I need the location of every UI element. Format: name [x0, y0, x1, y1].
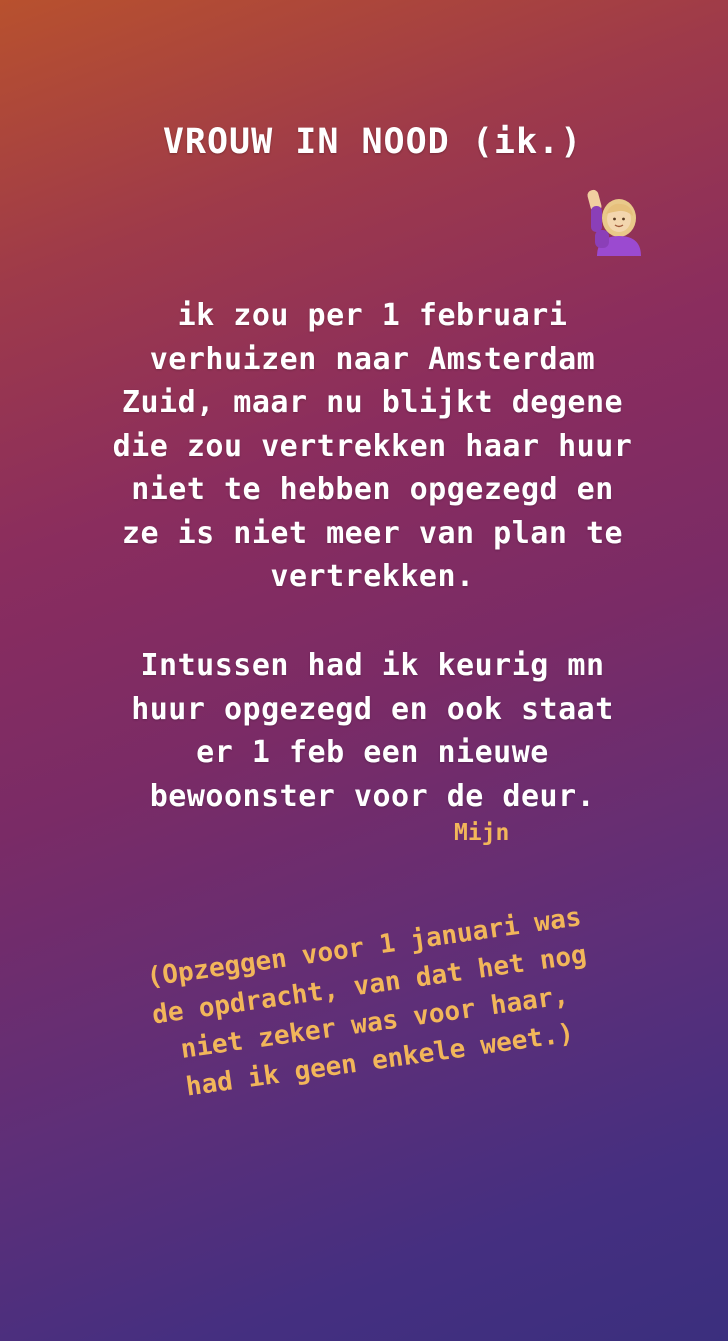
aside-note: (Opzeggen voor 1 januari was de opdracht, van dat het nog niet zeker was voor haar, had ik geen enkele weet.) — [144, 902, 589, 1103]
story-paragraph-1: ik zou per 1 februari verhuizen naar Amsterdam Zuid, maar nu blijkt degene die zou vertrekken haar huur niet te hebben opgezegd en ze is niet meer van plan te vertrekken. — [112, 298, 633, 594]
story-paragraph-2: Intussen had ik keurig mn huur opgezegd en ook staat er 1 feb een nieuwe bewoonster voor de deur. — [131, 648, 614, 814]
correction-word: Mijn — [454, 820, 510, 846]
story-title: VROUW IN NOOD (ik.) — [162, 122, 583, 162]
raising-hand-woman-icon — [581, 186, 643, 256]
